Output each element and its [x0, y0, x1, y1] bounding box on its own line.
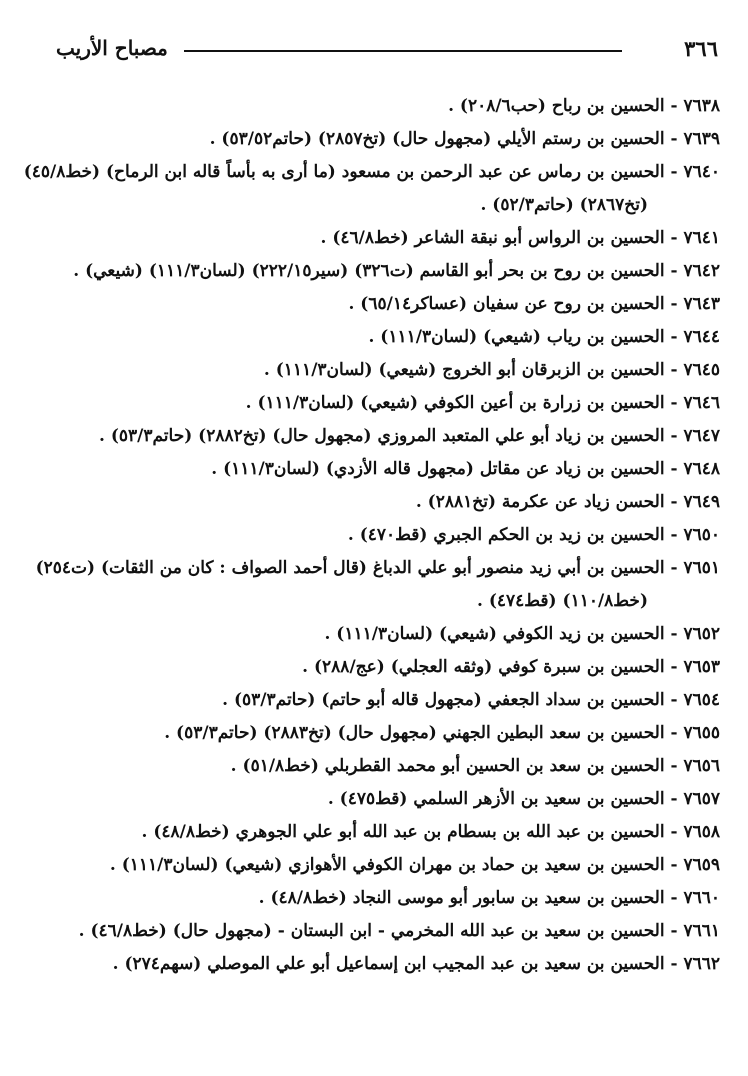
entry-7640-continuation: (تخ٢٨٦٧) (حاتم٥٢/٣) . — [480, 195, 648, 215]
entry-7655: ٧٦٥٥ - الحسين بن سعد البطين الجهني (مجهول حال) (تخ٢٨٨٣) (حاتم٥٣/٣) . — [164, 723, 720, 743]
entry-7647: ٧٦٤٧ - الحسين بن زياد أبو علي المتعبد المروزي (مجهول حال) (تخ٢٨٨٢) (حاتم٥٣/٣) . — [98, 426, 720, 446]
entry-7659: ٧٦٥٩ - الحسين بن سعيد بن حماد بن مهران الكوفي الأهوازي (شيعي) (لسان١١١/٣) . — [109, 855, 720, 875]
entry-7661: ٧٦٦١ - الحسين بن سعيد بن عبد الله المخرمي - ابن البستان - (مجهول حال) (خط٤٦/٨) . — [78, 921, 720, 941]
running-title: مصباح الأريب — [56, 36, 168, 60]
entry-7654: ٧٦٥٤ - الحسين بن سداد الجعفي (مجهول قاله أبو حاتم) (حاتم٥٣/٣) . — [222, 690, 720, 710]
entry-list — [23, 90, 720, 981]
entry-7651: ٧٦٥١ - الحسين بن أبي زيد منصور أبو علي الدباغ (قال أحمد الصواف : كان من الثقات) (ت٢٥٤) — [35, 558, 720, 578]
page-header — [56, 36, 718, 72]
entry-7639: ٧٦٣٩ - الحسين بن رستم الأيلي (مجهول حال) (تخ٢٨٥٧) (حاتم٥٣/٥٢) . — [209, 129, 720, 149]
entry-7651-continuation: (خط١١٠/٨) (قط٤٧٤) . — [476, 591, 648, 611]
entry-7638: ٧٦٣٨ - الحسين بن رباح (حب٢٠٨/٦) . — [448, 96, 720, 116]
entry-7656: ٧٦٥٦ - الحسين بن سعد بن الحسين أبو محمد القطربلي (خط٥١/٨) . — [230, 756, 720, 776]
entry-7644: ٧٦٤٤ - الحسين بن رياب (شيعي) (لسان١١١/٣) . — [368, 327, 720, 347]
entry-7662: ٧٦٦٢ - الحسين بن سعيد بن عبد المجيب ابن إسماعيل أبو علي الموصلي (سهم٢٧٤) . — [112, 954, 720, 974]
header-rule — [184, 50, 622, 52]
page-number: ٣٦٦ — [684, 36, 718, 61]
entry-7650: ٧٦٥٠ - الحسين بن زيد بن الحكم الجبري (قط٤٧٠) . — [347, 525, 720, 545]
entry-7643: ٧٦٤٣ - الحسين بن روح عن سفيان (عساكر٦٥/١٤) . — [348, 294, 720, 314]
entry-7645: ٧٦٤٥ - الحسين بن الزبرقان أبو الخروج (شيعي) (لسان١١١/٣) . — [263, 360, 720, 380]
entry-7649: ٧٦٤٩ - الحسن زياد عن عكرمة (تخ٢٨٨١) . — [415, 492, 720, 512]
entry-7642: ٧٦٤٢ - الحسين بن روح بن بحر أبو القاسم (ت٣٢٦) (سير٢٢٢/١٥) (لسان١١١/٣) (شيعي) . — [73, 261, 720, 281]
entry-7648: ٧٦٤٨ - الحسين بن زياد عن مقاتل (مجهول قاله الأزدي) (لسان١١١/٣) . — [211, 459, 720, 479]
entry-7660: ٧٦٦٠ - الحسين بن سعيد بن سابور أبو موسى النجاد (خط٤٨/٨) . — [258, 888, 720, 908]
entry-7646: ٧٦٤٦ - الحسين بن زرارة بن أعين الكوفي (شيعي) (لسان١١١/٣) . — [245, 393, 720, 413]
entry-7652: ٧٦٥٢ - الحسين بن زيد الكوفي (شيعي) (لسان١١١/٣) . — [324, 624, 720, 644]
entry-7657: ٧٦٥٧ - الحسين بن سعيد بن الأزهر السلمي (قط٤٧٥) . — [327, 789, 720, 809]
entry-7640: ٧٦٤٠ - الحسين بن رماس عن عبد الرحمن بن مسعود (ما أرى به بأساً قاله ابن الرماح) (خط٤٥/٨) — [23, 162, 720, 182]
entry-7641: ٧٦٤١ - الحسين بن الرواس أبو نبقة الشاعر (خط٤٦/٨) . — [320, 228, 720, 248]
entry-7658: ٧٦٥٨ - الحسين بن عبد الله بن بسطام بن عبد الله أبو علي الجوهري (خط٤٨/٨) . — [141, 822, 720, 842]
entry-7653: ٧٦٥٣ - الحسين بن سبرة كوفي (وثقه العجلي) (عج/٢٨٨) . — [302, 657, 720, 677]
